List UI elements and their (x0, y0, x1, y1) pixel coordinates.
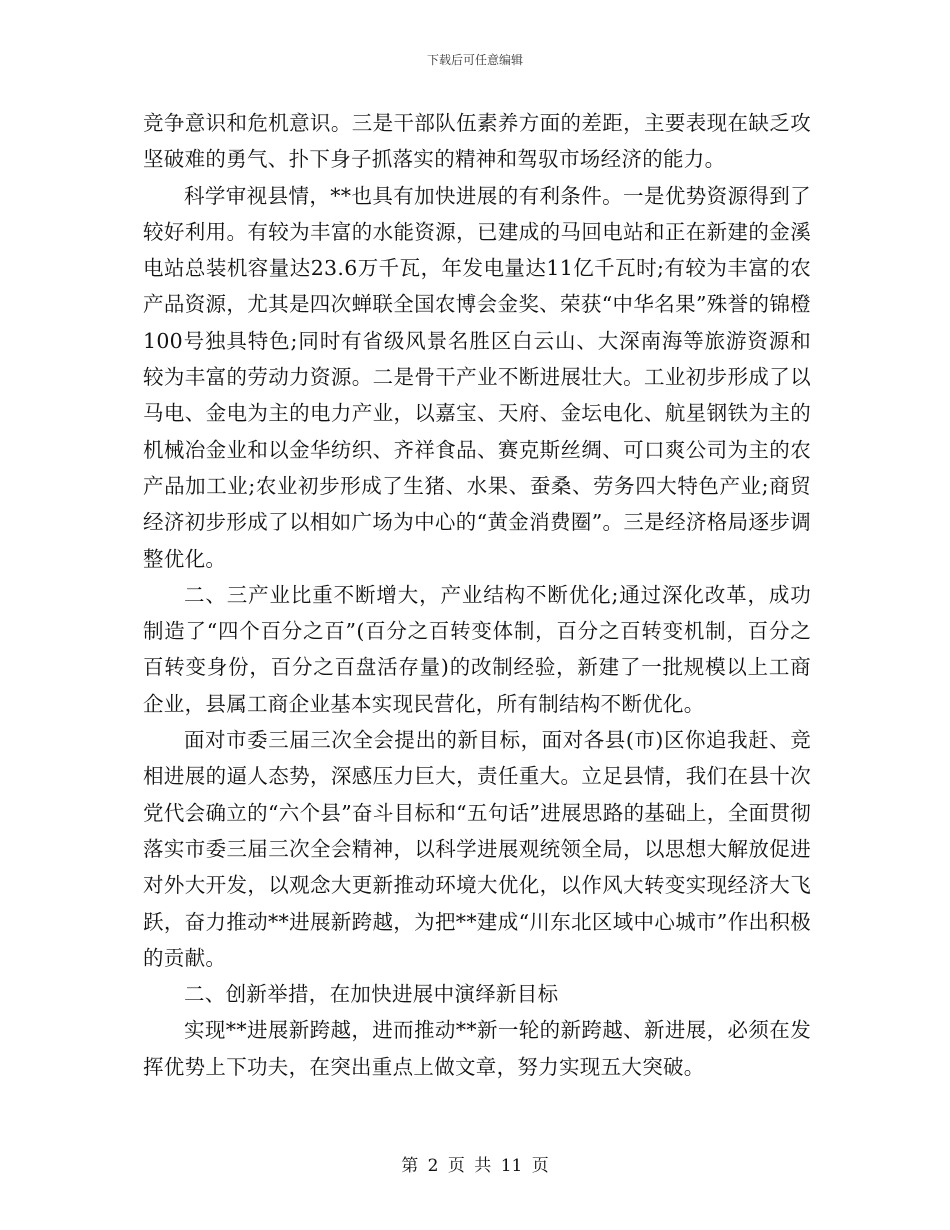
paragraph: 科学审视县情，**也具有加快进展的有利条件。一是优势资源得到了较好利用。有较为丰富的水能资源，已建成的马回电站和正在新建的金溪电站总装机容量达23.6万千瓦，年发电量达11亿千瓦时;有较为丰富的农产品资源，尤其是四次蝉联全国农博会金奖、荣获“中华名果”殊誉的锦橙100号独具特色;同时有省级风景名胜区白云山、大深南海等旅游资源和较为丰富的劳动力资源。二是骨干产业不断进展壮大。工业初步形成了以马电、金电为主的电力产业，以嘉宝、天府、金坛电化、航星钢铁为主的机械冶金业和以金华纺织、齐祥食品、赛克斯丝绸、可口爽公司为主的农产品加工业;农业初步形成了生猪、水果、蚕桑、劳务四大特色产业;商贸经济初步形成了以相如广场为中心的“黄金消费圈”。三是经济格局逐步调整优化。 (143, 183, 811, 571)
section-heading: 二、创新举措，在加快进展中演绎新目标 (184, 982, 559, 1007)
document-body (143, 105, 811, 1085)
paragraph: 面对市委三届三次全会提出的新目标，面对各县(市)区你追我赶、竞相进展的逼人态势，深感压力巨大，责任重大。立足县情，我们在县十次党代会确立的“六个县”奋斗目标和“五句话”进展思路的基础上，全面贯彻落实市委三届三次全会精神，以科学进展观统领全局，以思想大解放促进对外大开发，以观念大更新推动环境大优化，以作风大转变实现经济大飞跃，奋力推动**进展新跨越，为把**建成“川东北区域中心城市”作出积极的贡献。 (143, 728, 811, 970)
paragraph: 实现**进展新跨越，进而推动**新一轮的新跨越、新进展，必须在发挥优势上下功夫，在突出重点上做文章，努力实现五大突破。 (143, 1018, 811, 1079)
paragraph: 竞争意识和危机意识。三是干部队伍素养方面的差距，主要表现在缺乏攻坚破难的勇气、扑下身子抓落实的精神和驾驭市场经济的能力。 (143, 111, 811, 172)
page-number: 第 2 页 共 11 页 (401, 1156, 549, 1176)
page-header: 下载后可任意编辑 (426, 53, 523, 67)
paragraph: 二、三产业比重不断增大，产业结构不断优化;通过深化改革，成功制造了“四个百分之百”(百分之百转变体制，百分之百转变机制，百分之百转变身份，百分之百盘活存量)的改制经验，新建了一批规模以上工商企业，县属工商企业基本实现民营化，所有制结构不断优化。 (143, 582, 811, 716)
